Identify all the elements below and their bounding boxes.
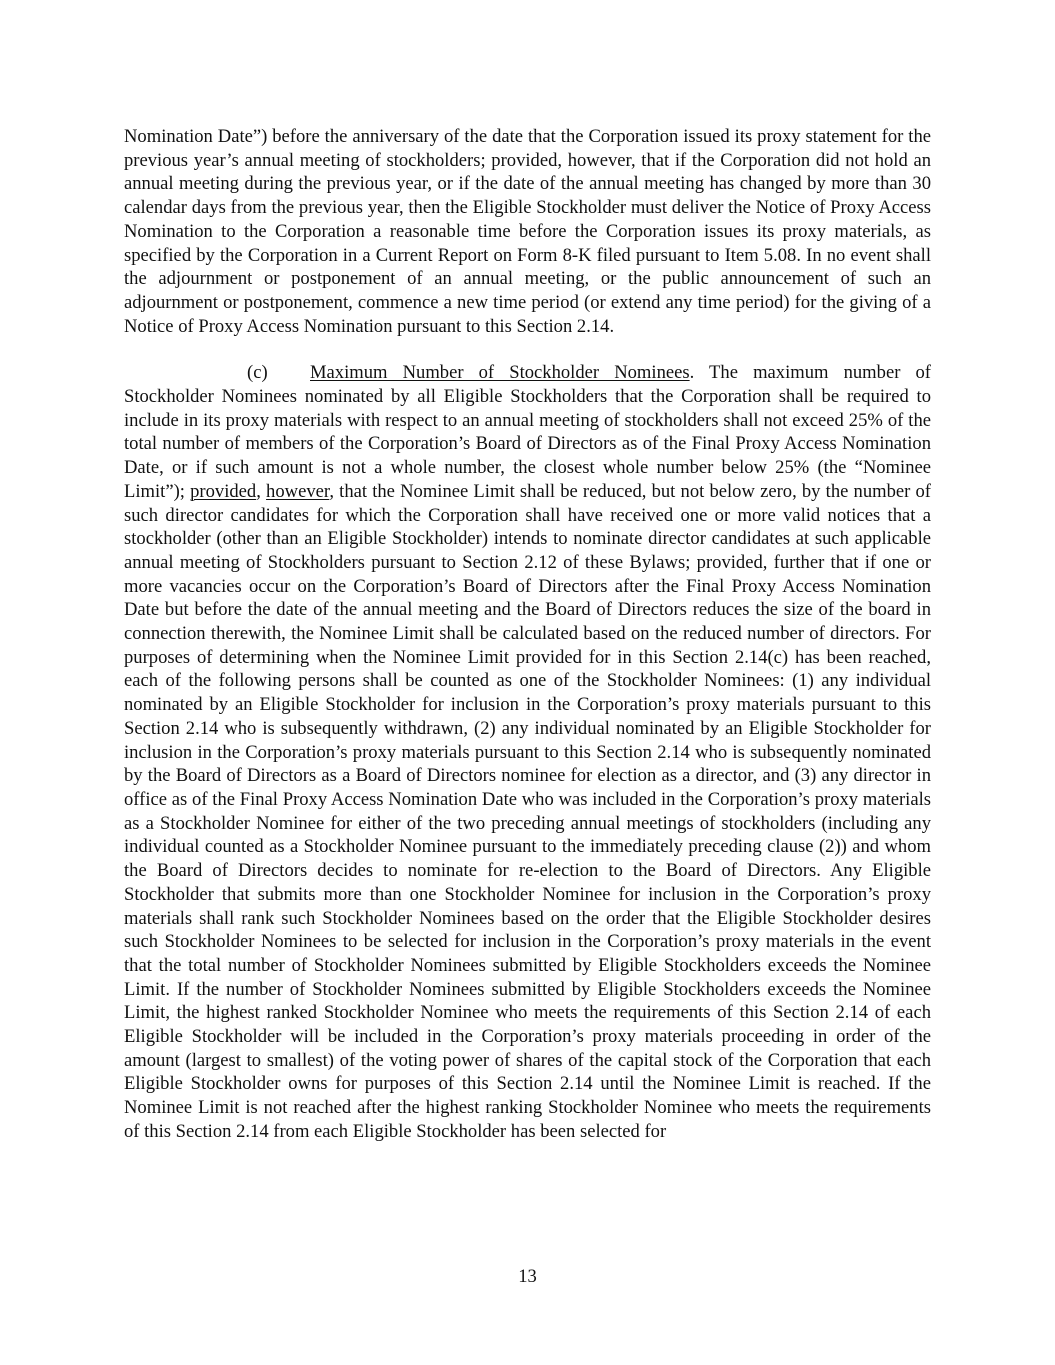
however-term: however bbox=[266, 480, 330, 502]
section-heading: Maximum Number of Stockholder Nominees bbox=[310, 362, 690, 384]
section-heading-punct: . bbox=[689, 362, 695, 384]
paragraph-text-b: , that the Nominee Limit shall be reduced, but not below zero, by the number of such director candidates for which the Corporation shall have received one or more valid notices that a stockholder (other than an Eligible Stockholder) intends to nominate director candidates at such applicable annual meeting of Stockholders pursuant to Section 2.12 of these Bylaws; provided, further that if one or more vacancies occur on the Corporation’s Board of Directors after the Final Proxy Access Nomination Date but before the date of the annual meeting and the Board of Directors reduces the size of the board in connection therewith, the Nominee Limit shall be calculated based on the reduced number of directors. For purposes of determining when the Nominee Limit provided for in this Section 2.14(c) has been reached, each of the following persons shall be counted as one of the Stockholder Nominees: (1) any individual nominated by an Eligible Stockholder for inclusion in the Corporation’s proxy materials pursuant to this Section 2.14 who is subsequently withdrawn, (2) any individual nominated by an Eligible Stockholder for inclusion in the Corporation’s proxy materials pursuant to this Section 2.14 who is subsequently nominated by the Board of Directors as a Board of Directors nominee for election as a director, and (3) any director in office as of the Final Proxy Access Nomination Date who was included in the Corporation’s proxy materials as a Stockholder Nominee for either of the two preceding annual meetings of stockholders (including any individual counted as a Stockholder Nominee pursuant to the immediately preceding clause (2)) and whom the Board of Directors decides to nominate for re-election to the Board of Directors. Any Eligible Stockholder that submits more than one Stockholder Nominee for inclusion in the Corporation’s proxy materials shall rank such Stockholder Nominees based on the order that the Eligible Stockholder desires such Stockholder Nominees to be selected for inclusion in the Corporation’s proxy materials in the event that the total number of Stockholder Nominees submitted by Eligible Stockholders exceeds the Nominee Limit. If the number of Stockholder Nominees submitted by Eligible Stockholders exceeds the Nominee Limit, the highest ranked Stockholder Nominee who meets the requirements of this Section 2.14 of each Eligible Stockholder will be included in the Corporation’s proxy materials proceeding in order of the amount (largest to smallest) of the voting power of shares of the capital stock of the Corporation that each Eligible Stockholder owns for purposes of this Section 2.14 until the Nominee Limit is reached. If the Nominee Limit is not reached after the highest ranking Stockholder Nominee who meets the requirements of this Section 2.14 from each Eligible Stockholder has been selected for bbox=[124, 480, 932, 1142]
document-page bbox=[124, 125, 931, 1144]
comma-separator: , bbox=[256, 480, 267, 502]
page-number: 13 bbox=[518, 1266, 537, 1287]
paragraph-nomination-date: Nomination Date”) before the anniversary of the date that the Corporation issued its proxy statement for the previous year’s annual meeting of stockholders; provided, however, that if the Corporation did not hold an annual meeting during the previous year, or if the date of the annual meeting has changed by more than 30 calendar days from the previous year, then the Eligible Stockholder must deliver the Notice of Proxy Access Nomination to the Corporation a reasonable time before the Corporation issues its proxy materials, as specified by the Corporation in a Current Report on Form 8-K filed pursuant to Item 5.08. In no event shall the adjournment or postponement of an annual meeting, or the public announcement of such an adjournment or postponement, commence a new time period (or extend any time period) for the giving of a Notice of Proxy Access Nomination pursuant to this Section 2.14. bbox=[124, 126, 931, 337]
paragraph-text-a: The maximum number of Stockholder Nominees nominated by all Eligible Stockholders that the Corporation shall be required to include in its proxy materials with respect to an annual meeting of stockholders shall not exceed 25% of the total number of members of the Corporation’s Board of Directors as of the Final Proxy Access Nomination Date, or if such amount is not a whole number, the closest whole number below 25% (the “Nominee Limit”); bbox=[124, 362, 931, 502]
provided-term: provided bbox=[190, 480, 257, 502]
section-label: (c) bbox=[247, 362, 268, 384]
paragraph-maximum-number bbox=[124, 361, 931, 1143]
